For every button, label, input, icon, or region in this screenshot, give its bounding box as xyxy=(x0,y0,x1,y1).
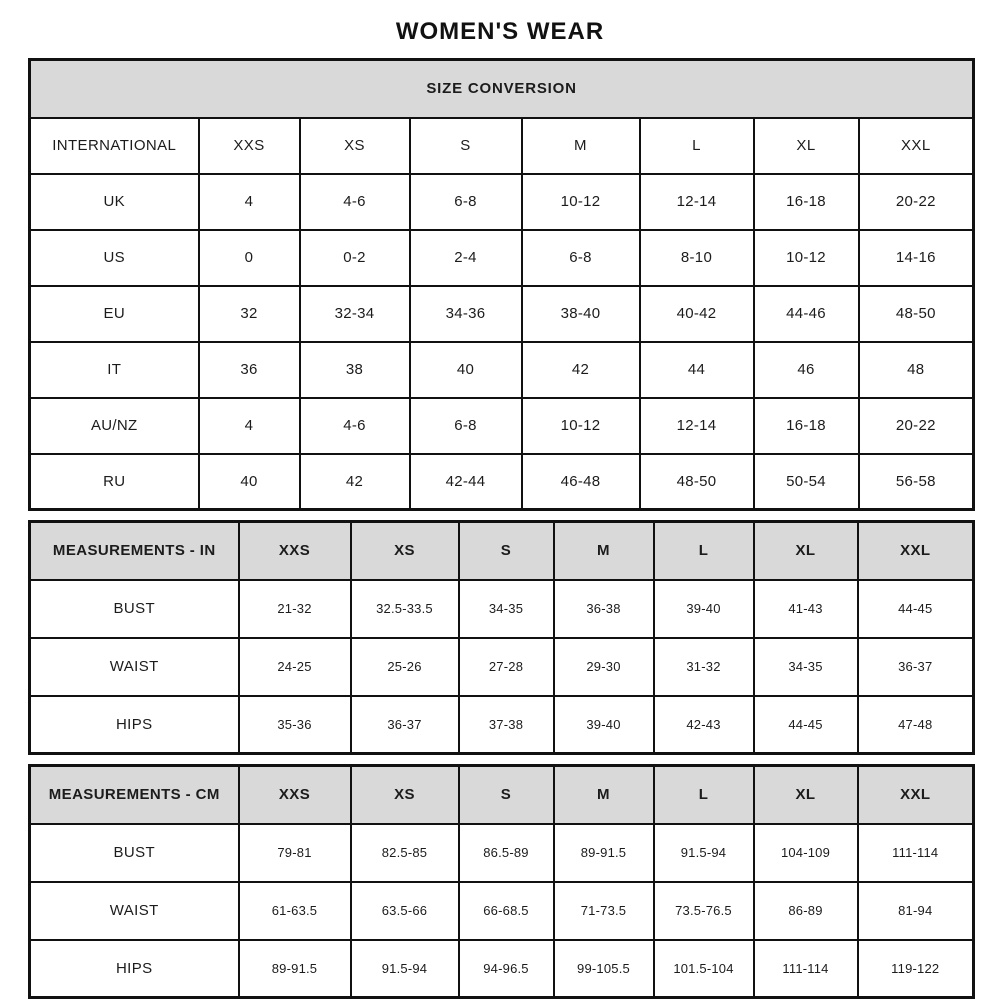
column-header: M xyxy=(554,522,654,580)
table-row xyxy=(30,286,974,342)
column-header: XL xyxy=(754,766,858,824)
value-cell: 39-40 xyxy=(654,580,754,638)
column-header: XS xyxy=(300,118,410,174)
value-cell: 41-43 xyxy=(754,580,858,638)
column-header: XL xyxy=(754,118,859,174)
value-cell: 6-8 xyxy=(522,230,640,286)
table-row xyxy=(30,940,974,998)
value-cell: 91.5-94 xyxy=(351,940,459,998)
value-cell: 8-10 xyxy=(640,230,754,286)
value-cell: 73.5-76.5 xyxy=(654,882,754,940)
value-cell: 91.5-94 xyxy=(654,824,754,882)
value-cell: 71-73.5 xyxy=(554,882,654,940)
value-cell: 40-42 xyxy=(640,286,754,342)
value-cell: 42 xyxy=(522,342,640,398)
value-cell: 31-32 xyxy=(654,638,754,696)
value-cell: 20-22 xyxy=(859,398,974,454)
value-cell: 39-40 xyxy=(554,696,654,754)
value-cell: 89-91.5 xyxy=(554,824,654,882)
table-row xyxy=(30,638,974,696)
value-cell: 36-37 xyxy=(858,638,974,696)
table-row xyxy=(30,398,974,454)
value-cell: 38 xyxy=(300,342,410,398)
value-cell: 89-91.5 xyxy=(239,940,351,998)
value-cell: 36-37 xyxy=(351,696,459,754)
value-cell: 79-81 xyxy=(239,824,351,882)
row-label: BUST xyxy=(30,580,239,638)
row-header-label: INTERNATIONAL xyxy=(30,118,199,174)
value-cell: 104-109 xyxy=(754,824,858,882)
value-cell: 6-8 xyxy=(410,398,522,454)
row-label: UK xyxy=(30,174,199,230)
value-cell: 14-16 xyxy=(859,230,974,286)
value-cell: 56-58 xyxy=(859,454,974,510)
value-cell: 4 xyxy=(199,398,300,454)
value-cell: 2-4 xyxy=(410,230,522,286)
column-header: M xyxy=(554,766,654,824)
value-cell: 21-32 xyxy=(239,580,351,638)
value-cell: 86-89 xyxy=(754,882,858,940)
size-conversion-header-row xyxy=(30,118,974,174)
value-cell: 46 xyxy=(754,342,859,398)
value-cell: 4-6 xyxy=(300,398,410,454)
column-header: XS xyxy=(351,522,459,580)
value-cell: 36-38 xyxy=(554,580,654,638)
column-header: XXS xyxy=(199,118,300,174)
value-cell: 48-50 xyxy=(640,454,754,510)
value-cell: 101.5-104 xyxy=(654,940,754,998)
size-conversion-table xyxy=(28,58,975,511)
value-cell: 25-26 xyxy=(351,638,459,696)
value-cell: 47-48 xyxy=(858,696,974,754)
value-cell: 63.5-66 xyxy=(351,882,459,940)
column-header: XXL xyxy=(858,766,974,824)
column-header: L xyxy=(654,766,754,824)
column-header: S xyxy=(459,522,554,580)
table-row xyxy=(30,342,974,398)
row-label: WAIST xyxy=(30,882,239,940)
value-cell: 40 xyxy=(410,342,522,398)
value-cell: 0-2 xyxy=(300,230,410,286)
value-cell: 0 xyxy=(199,230,300,286)
value-cell: 4-6 xyxy=(300,174,410,230)
column-header: L xyxy=(640,118,754,174)
measurements-cm-table xyxy=(28,764,975,999)
value-cell: 48-50 xyxy=(859,286,974,342)
column-header: XXL xyxy=(859,118,974,174)
table-row xyxy=(30,454,974,510)
value-cell: 32.5-33.5 xyxy=(351,580,459,638)
column-header: M xyxy=(522,118,640,174)
value-cell: 44-46 xyxy=(754,286,859,342)
value-cell: 6-8 xyxy=(410,174,522,230)
value-cell: 36 xyxy=(199,342,300,398)
value-cell: 12-14 xyxy=(640,174,754,230)
value-cell: 48 xyxy=(859,342,974,398)
value-cell: 86.5-89 xyxy=(459,824,554,882)
value-cell: 27-28 xyxy=(459,638,554,696)
row-label: HIPS xyxy=(30,940,239,998)
value-cell: 82.5-85 xyxy=(351,824,459,882)
size-conversion-title-row xyxy=(30,60,974,118)
value-cell: 34-36 xyxy=(410,286,522,342)
value-cell: 40 xyxy=(199,454,300,510)
table-row xyxy=(30,230,974,286)
value-cell: 44-45 xyxy=(858,580,974,638)
table-row xyxy=(30,580,974,638)
value-cell: 24-25 xyxy=(239,638,351,696)
value-cell: 16-18 xyxy=(754,174,859,230)
value-cell: 50-54 xyxy=(754,454,859,510)
value-cell: 94-96.5 xyxy=(459,940,554,998)
column-header: L xyxy=(654,522,754,580)
value-cell: 99-105.5 xyxy=(554,940,654,998)
value-cell: 81-94 xyxy=(858,882,974,940)
value-cell: 10-12 xyxy=(522,174,640,230)
table-row xyxy=(30,882,974,940)
column-header: S xyxy=(410,118,522,174)
column-header: XXS xyxy=(239,522,351,580)
row-header-label: MEASUREMENTS - IN xyxy=(30,522,239,580)
value-cell: 46-48 xyxy=(522,454,640,510)
row-label: BUST xyxy=(30,824,239,882)
measurements-cm-header-row xyxy=(30,766,974,824)
value-cell: 61-63.5 xyxy=(239,882,351,940)
column-header: XS xyxy=(351,766,459,824)
value-cell: 37-38 xyxy=(459,696,554,754)
value-cell: 111-114 xyxy=(858,824,974,882)
row-header-label: MEASUREMENTS - CM xyxy=(30,766,239,824)
row-label: IT xyxy=(30,342,199,398)
value-cell: 34-35 xyxy=(459,580,554,638)
value-cell: 42-44 xyxy=(410,454,522,510)
value-cell: 111-114 xyxy=(754,940,858,998)
column-header: XL xyxy=(754,522,858,580)
value-cell: 66-68.5 xyxy=(459,882,554,940)
value-cell: 12-14 xyxy=(640,398,754,454)
page-title: WOMEN'S WEAR xyxy=(395,18,605,45)
column-header: S xyxy=(459,766,554,824)
value-cell: 29-30 xyxy=(554,638,654,696)
value-cell: 42 xyxy=(300,454,410,510)
value-cell: 20-22 xyxy=(859,174,974,230)
value-cell: 16-18 xyxy=(754,398,859,454)
value-cell: 10-12 xyxy=(522,398,640,454)
size-conversion-title: SIZE CONVERSION xyxy=(30,60,974,118)
column-header: XXS xyxy=(239,766,351,824)
value-cell: 4 xyxy=(199,174,300,230)
value-cell: 35-36 xyxy=(239,696,351,754)
table-row xyxy=(30,174,974,230)
column-header: XXL xyxy=(858,522,974,580)
row-label: RU xyxy=(30,454,199,510)
table-row xyxy=(30,696,974,754)
row-label: EU xyxy=(30,286,199,342)
value-cell: 119-122 xyxy=(858,940,974,998)
value-cell: 34-35 xyxy=(754,638,858,696)
row-label: WAIST xyxy=(30,638,239,696)
value-cell: 32 xyxy=(199,286,300,342)
value-cell: 38-40 xyxy=(522,286,640,342)
value-cell: 44-45 xyxy=(754,696,858,754)
row-label: HIPS xyxy=(30,696,239,754)
value-cell: 42-43 xyxy=(654,696,754,754)
measurements-in-table xyxy=(28,520,975,755)
measurements-in-header-row xyxy=(30,522,974,580)
row-label: AU/NZ xyxy=(30,398,199,454)
table-row xyxy=(30,824,974,882)
value-cell: 32-34 xyxy=(300,286,410,342)
value-cell: 44 xyxy=(640,342,754,398)
value-cell: 10-12 xyxy=(754,230,859,286)
row-label: US xyxy=(30,230,199,286)
